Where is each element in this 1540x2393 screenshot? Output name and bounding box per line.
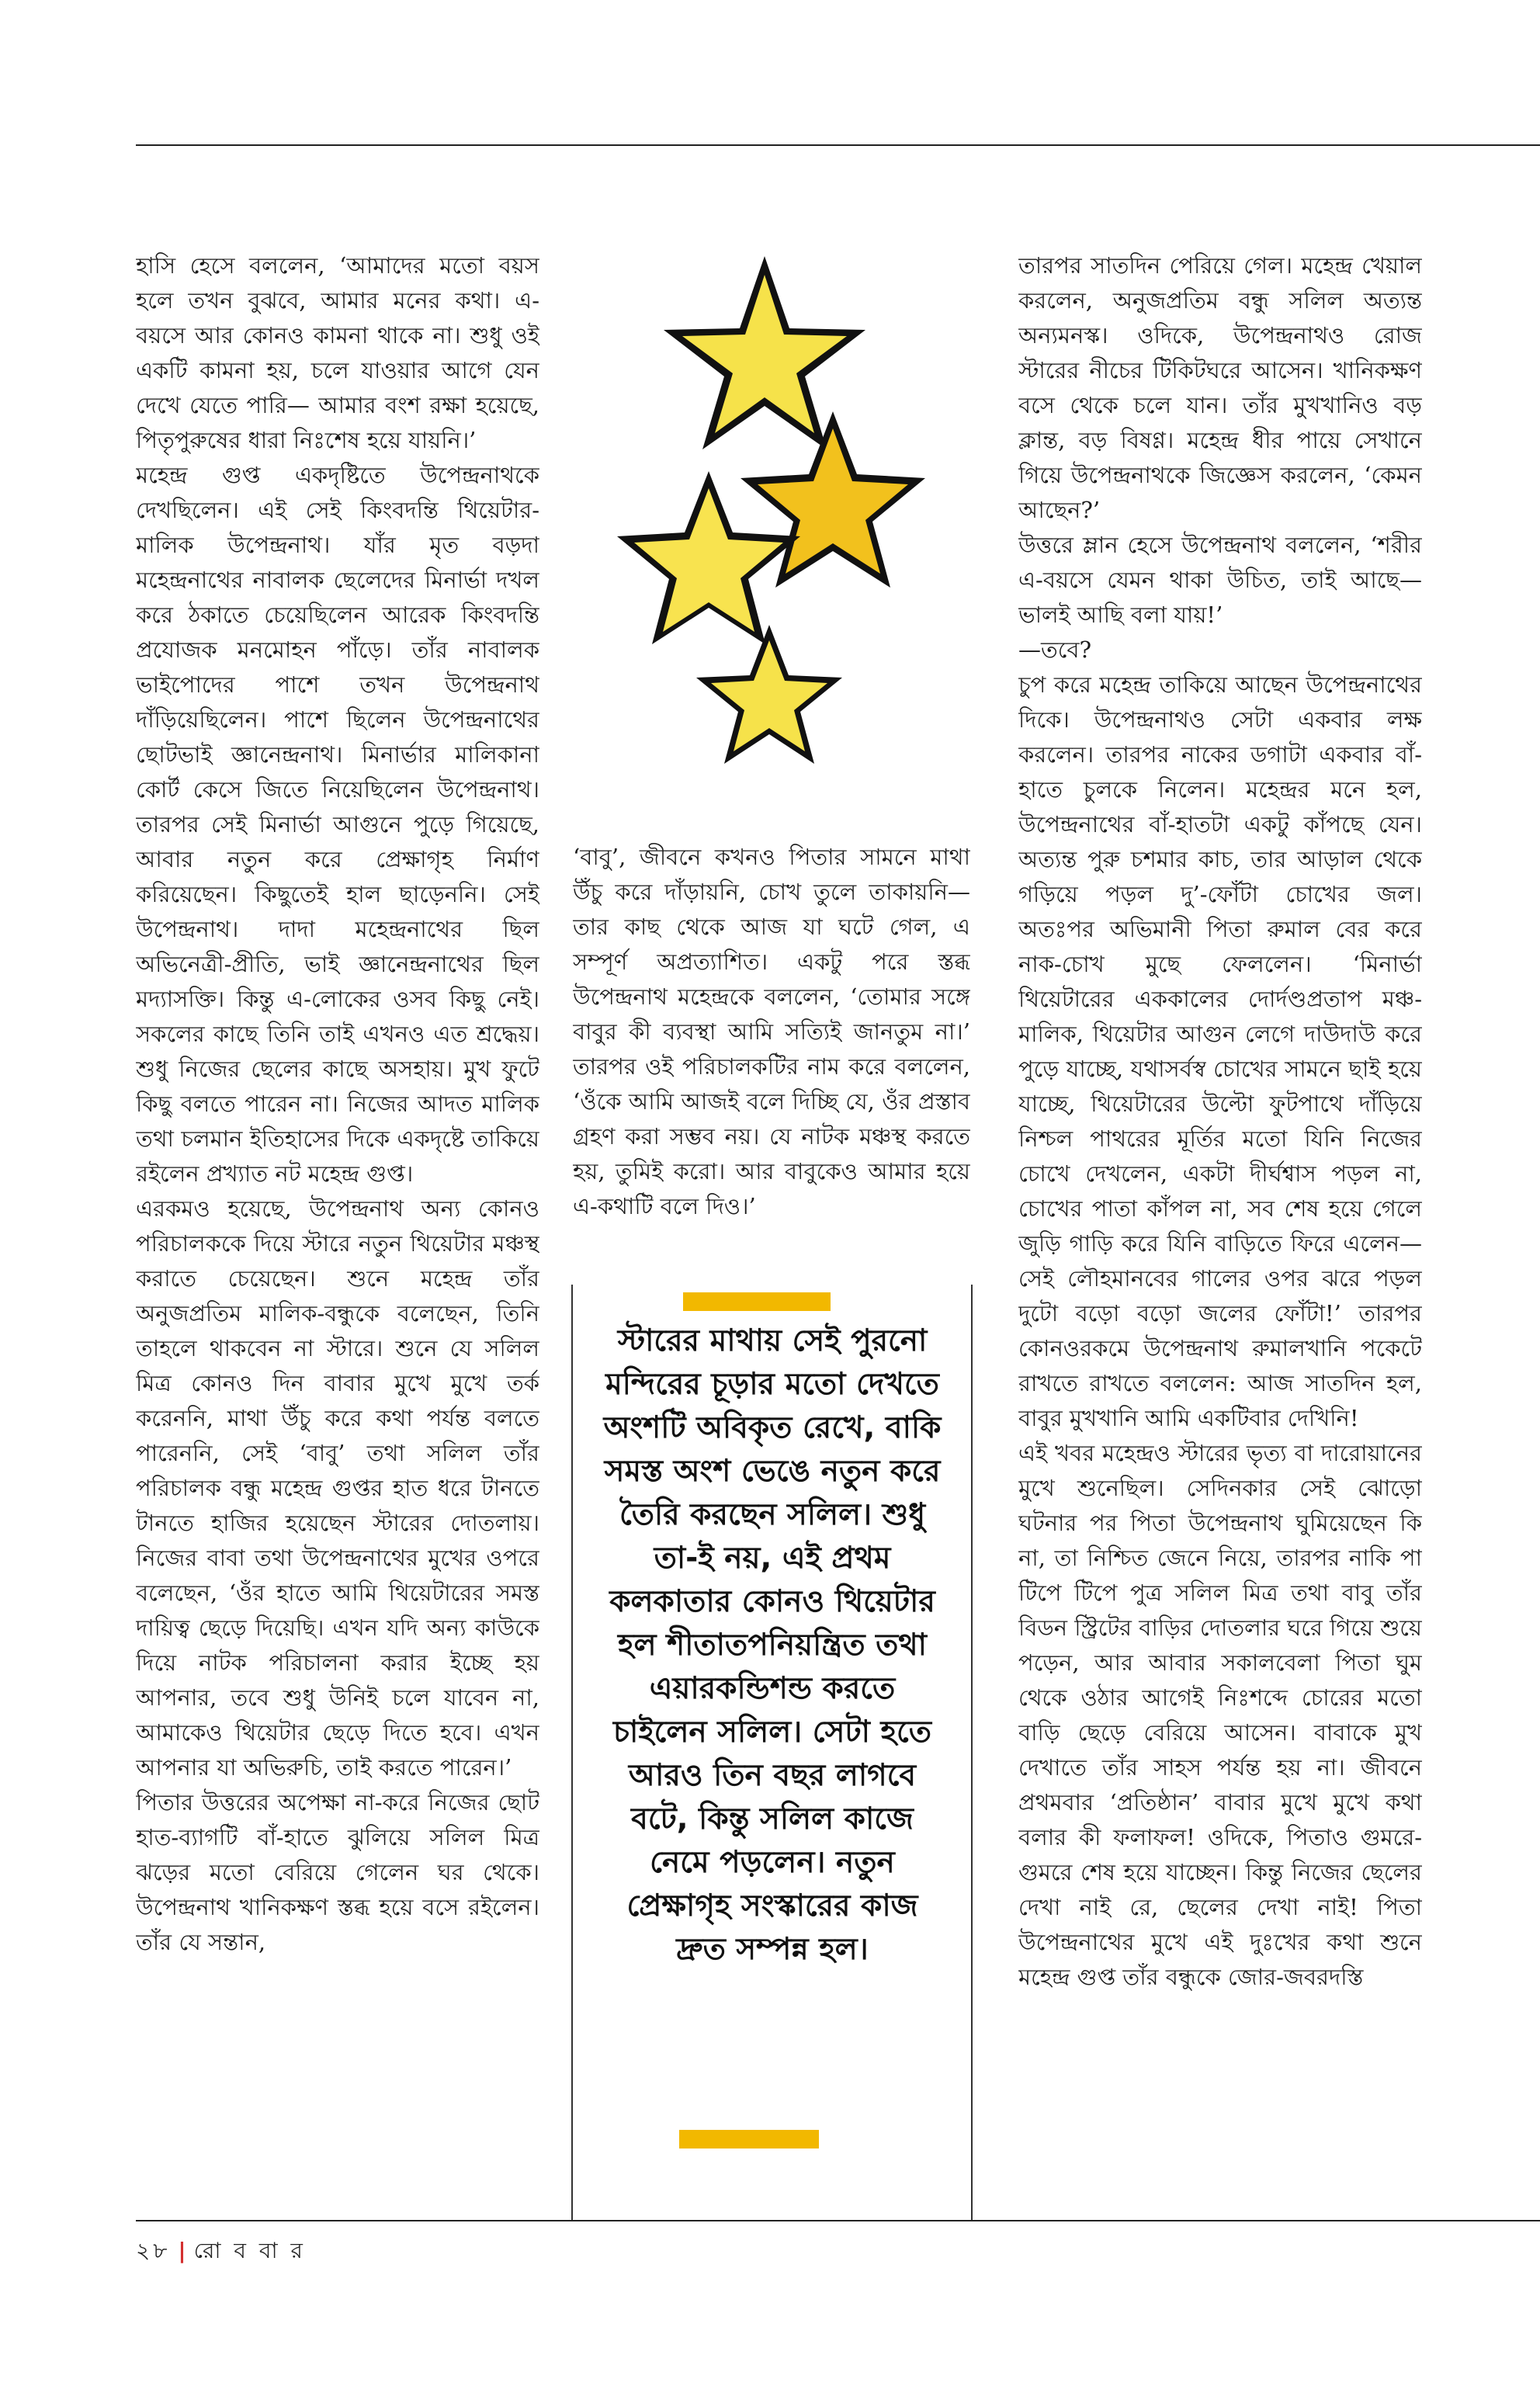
article-column-left: হাসি হেসে বললেন, ‘আমাদের মতো বয়স হলে তখন বুঝবে, আমার মনের কথা। এ-বয়সে আর কোনও কামনা থাকে না। শুধু ওই একটি কামনা হয়, চলে যাওয়ার আগে যেন দেখে যেতে পারি— আমার বংশ রক্ষা হয়েছে, পিতৃপুরুষের ধারা নিঃশেষ হয়ে যায়নি।’ মহেন্দ্র গুপ্ত একদৃষ্টিতে উপেন্দ্রনাথকে দেখছিলেন। এই সেই কিংবদন্তি থিয়েটার-মালিক উপেন্দ্রনাথ। যাঁর মৃত বড়দা মহেন্দ্রনাথের নাবালক ছেলেদের মিনার্ভা দখল করে ঠকাতে চেয়েছিলেন আরেক কিংবদন্তি প্রযোজক মনমোহন পাঁড়ে। তাঁর নাবালক ভাইপোদের পাশে তখন উপেন্দ্রনাথ দাঁড়িয়েছিলেন। পাশে ছিলেন উপেন্দ্রনাথের ছোটভাই জ্ঞানেন্দ্রনাথ। মিনার্ভার মালিকানা কোর্ট কেসে জিতে নিয়েছিলেন উপেন্দ্রনাথ। তারপর সেই মিনার্ভা আগুনে পুড়ে গিয়েছে, আবার নতুন করে প্রেক্ষাগৃহ নির্মাণ করিয়েছেন। কিছুতেই হাল ছাড়েননি। সেই উপেন্দ্রনাথ। দাদা মহেন্দ্রনাথের ছিল অভিনেত্রী-প্রীতি, ভাই জ্ঞানেন্দ্রনাথের ছিল মদ্যাসক্তি। কিন্তু এ-লোকের ওসব কিছু নেই। সকলের কাছে তিনি তাই এখনও এত শ্রদ্ধেয়। শুধু নিজের ছেলের কাছে অসহায়। মুখ ফুটে কিছু বলতে পারেন না। নিজের আদত মালিক তথা চলমান ইতিহাসের দিকে একদৃষ্টে তাকিয়ে রইলেন প্রখ্যাত নট মহেন্দ্র গুপ্ত। এরকমও হয়েছে, উপেন্দ্রনাথ অন্য কোনও পরিচালককে দিয়ে স্টারে নতুন থিয়েটার মঞ্চস্থ করাতে চেয়েছেন। শুনে মহেন্দ্র তাঁর অনুজপ্রতিম মালিক-বন্ধুকে বলেছেন, তিনি তাহলে থাকবেন না স্টারে। শুনে যে সলিল মিত্র কোনও দিন বাবার মুখে মুখে তর্ক করেননি, মাথা উঁচু করে কথা পর্যন্ত বলতে পারেননি, সেই ‘বাবু’ তথা সলিল তাঁর পরিচালক বন্ধু মহেন্দ্র গুপ্তর হাত ধরে টানতে টানতে হাজির হয়েছেন স্টারের দোতলায়। নিজের বাবা তথা উপেন্দ্রনাথের মুখের ওপরে বলেছেন, ‘ওঁর হাতে আমি থিয়েটারের সমস্ত দায়িত্ব ছেড়ে দিয়েছি। এখন যদি অন্য কাউকে দিয়ে নাটক পরিচালনা করার ইচ্ছে হয় আপনার, তবে শুধু উনিই চলে যাবেন না, আমাকেও থিয়েটার ছেড়ে দিতে হবে। এখন আপনার যা অভিরুচি, তাই করতে পারেন।’ পিতার উত্তরের অপেক্ষা না-করে নিজের ছোট হাত-ব্যাগটি বাঁ-হাতে ঝুলিয়ে সলিল মিত্র ঝড়ের মতো বেরিয়ে গেলেন ঘর থেকে। উপেন্দ্রনাথ খানিকক্ষণ স্তব্ধ হয়ে বসে রইলেন। তাঁর যে সন্তান, xyxy=(136,252,539,1955)
article-column-middle: ‘বাবু’, জীবনে কখনও পিতার সামনে মাথা উঁচু করে দাঁড়ায়নি, চোখ তুলে তাকায়নি— তার কাছ থেকে আজ যা ঘটে গেল, এ সম্পূর্ণ অপ্রত্যাশিত। একটু পরে স্তব্ধ উপেন্দ্রনাথ মহেন্দ্রকে বললেন, ‘তোমার সঙ্গে বাবুর কী ব্যবস্থা আমি সত্যিই জানতুম না।’ তারপর ওই পরিচালকটির নাম করে বললেন, ‘ওঁকে আমি আজই বলে দিচ্ছি যে, ওঁর প্রস্তাব গ্রহণ করা সম্ভব নয়। যে নাটক মঞ্চস্থ করতে হয়, তুমিই করো। আর বাবুকেও আমার হয়ে এ-কথাটি বলে দিও।’ xyxy=(573,844,970,1219)
page-number: ২৮ xyxy=(136,2238,171,2263)
column-divider-right xyxy=(971,1285,973,2220)
folio-separator: | xyxy=(178,2238,186,2263)
pull-quote-bottom-bar xyxy=(679,2130,819,2148)
top-rule xyxy=(136,144,1540,146)
pull-quote-top-bar xyxy=(683,1292,831,1311)
article-column-right: তারপর সাতদিন পেরিয়ে গেল। মহেন্দ্র খেয়াল করলেন, অনুজপ্রতিম বন্ধু সলিল অত্যন্ত অন্যমনস্ক। ওদিকে, উপেন্দ্রনাথও রোজ স্টারের নীচের টিকিটঘরে আসেন। খানিকক্ষণ বসে থেকে চলে যান। তাঁর মুখখানিও বড় ক্লান্ত, বড় বিষণ্ণ। মহেন্দ্র ধীর পায়ে সেখানে গিয়ে উপেন্দ্রনাথকে জিজ্ঞেস করলেন, ‘কেমন আছেন?’ উত্তরে ম্লান হেসে উপেন্দ্রনাথ বললেন, ‘শরীর এ-বয়সে যেমন থাকা উচিত, তাই আছে— ভালই আছি বলা যায়!’ —তবে? চুপ করে মহেন্দ্র তাকিয়ে আছেন উপেন্দ্রনাথের দিকে। উপেন্দ্রনাথও সেটা একবার লক্ষ করলেন। তারপর নাকের ডগাটা একবার বাঁ-হাতে চুলকে নিলেন। মহেন্দ্রর মনে হল, উপেন্দ্রনাথের বাঁ-হাতটা একটু কাঁপছে যেন। অত্যন্ত পুরু চশমার কাচ, তার আড়াল থেকে গড়িয়ে পড়ল দু’-ফোঁটা চোখের জল। অতঃপর অভিমানী পিতা রুমাল বের করে নাক-চোখ মুছে ফেললেন। ‘মিনার্ভা থিয়েটারের এককালের দোর্দণ্ডপ্রতাপ মঞ্চ-মালিক, থিয়েটার আগুন লেগে দাউদাউ করে পুড়ে যাচ্ছে, যথাসর্বস্ব চোখের সামনে ছাই হয়ে যাচ্ছে, থিয়েটারের উল্টো ফুটপাথে দাঁড়িয়ে নিশ্চল পাথরের মূর্তির মতো যিনি নিজের চোখে দেখলেন, একটা দীর্ঘশ্বাস পড়ল না, চোখের পাতা কাঁপল না, সব শেষ হয়ে গেলে জুড়ি গাড়ি করে যিনি বাড়িতে ফিরে এলেন— সেই লৌহমানবের গালের ওপর ঝরে পড়ল দুটো বড়ো বড়ো জলের ফোঁটা!’ তারপর কোনওরকমে উপেন্দ্রনাথ রুমালখানি পকেটে রাখতে রাখতে বললেন: আজ সাতদিন হল, বাবুর মুখখানি আমি একটিবার দেখিনি! এই খবর মহেন্দ্রও স্টারের ভৃত্য বা দারোয়ানের মুখে শুনেছিল। সেদিনকার সেই ঝোড়ো ঘটনার পর পিতা উপেন্দ্রনাথ ঘুমিয়েছেন কি না, তা নিশ্চিত জেনে নিয়ে, তারপর নাকি পা টিপে টিপে পুত্র সলিল মিত্র তথা বাবু তাঁর বিডন স্ট্রিটের বাড়ির দোতলার ঘরে গিয়ে শুয়ে পড়েন, আর আবার সকালবেলা পিতা ঘুম থেকে ওঠার আগেই নিঃশব্দে চোরের মতো বাড়ি ছেড়ে বেরিয়ে আসেন। বাবাকে মুখ দেখাতে তাঁর সাহস পর্যন্ত হয় না। জীবনে প্রথমবার ‘প্রতিষ্ঠান’ বাবার মুখে মুখে কথা বলার কী ফলাফল! ওদিকে, পিতাও গুমরে-গুমরে শেষ হয়ে যাচ্ছেন। কিন্তু নিজের ছেলের দেখা নাই রে, ছেলের দেখা নাই! পিতা উপেন্দ্রনাথের মুখে এই দুঃখের কথা শুনে মহেন্দ্র গুপ্ত তাঁর বন্ধুকে জোর-জবরদস্তি xyxy=(1018,252,1422,1990)
paper-stars-icon xyxy=(581,248,969,807)
pull-quote: স্টারের মাথায় সেই পুরনো মন্দিরের চূড়ার মতো দেখতে অংশটি অবিকৃত রেখে, বাকি সমস্ত অংশ ভেঙে নতুন করে তৈরি করছেন সলিল। শুধু তা-ই নয়, এই প্রথম কলকাতার কোনও থিয়েটার হল শীতাতপনিয়ন্ত্রিত তথা এয়ারকন্ডিশন্ড করতে চাইলেন সলিল। সেটা হতে আরও তিন বছর লাগবে বটে, কিন্তু সলিল কাজে নেমে পড়লেন। নতুন প্রেক্ষাগৃহ সংস্কারের কাজ দ্রুত সম্পন্ন হল। xyxy=(603,1323,942,1967)
page-footer xyxy=(136,2235,306,2266)
magazine-name: রো ব বা র xyxy=(193,2238,306,2263)
bottom-rule xyxy=(136,2220,1540,2221)
column-divider-left xyxy=(571,1285,573,2220)
